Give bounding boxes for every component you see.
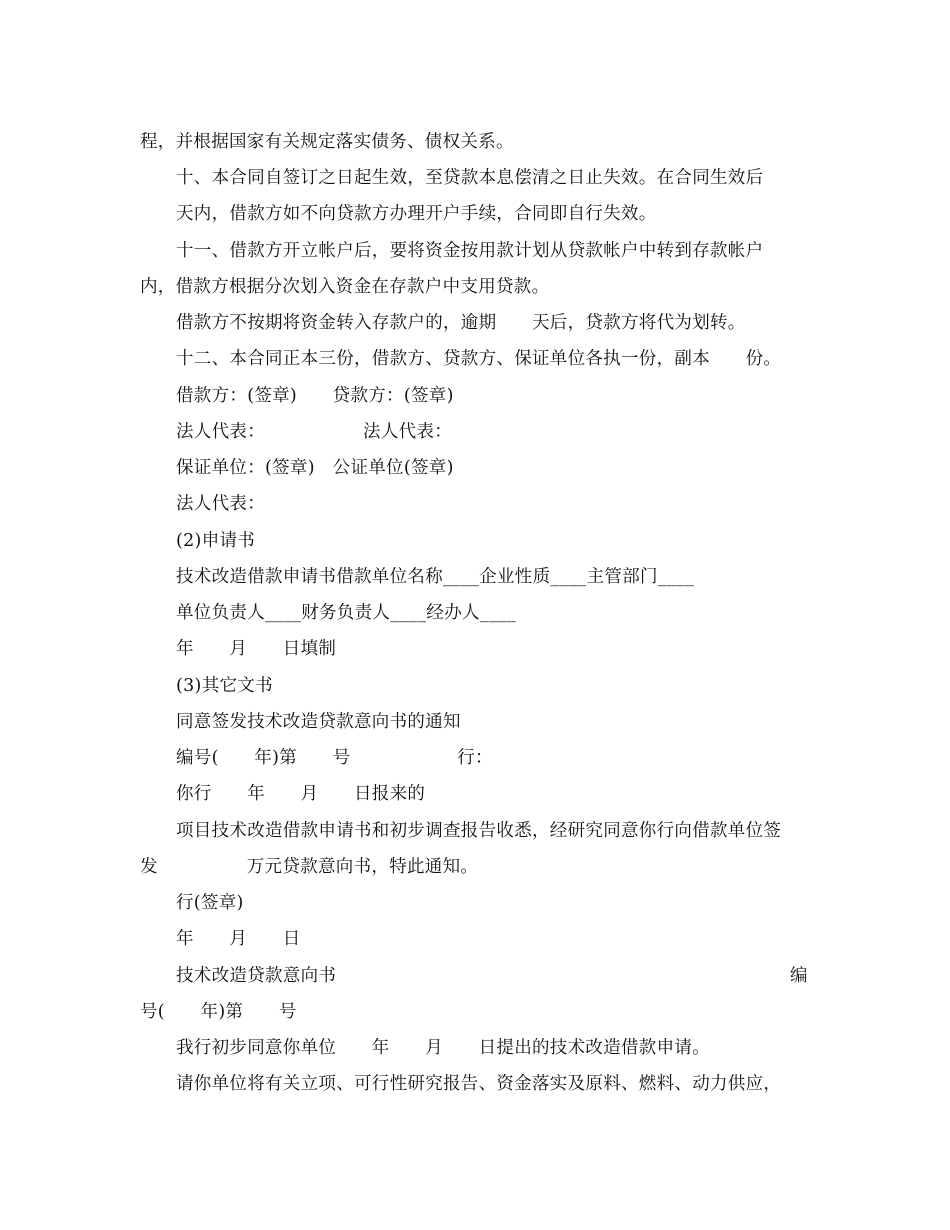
text-line: 编 bbox=[790, 966, 808, 986]
text-line: 行(签章) bbox=[176, 893, 244, 913]
text-line: 我行初步同意你单位 年 月 日提出的技术改造借款申请。 bbox=[176, 1038, 710, 1058]
text-line: 同意签发技术改造贷款意向书的通知 bbox=[176, 712, 461, 732]
text-line: 程，并根据国家有关规定落实债务、债权关系。 bbox=[140, 132, 514, 152]
text-line: 借款方：(签章) 贷款方：(签章) bbox=[176, 386, 454, 406]
text-line: 请你单位将有关立项、可行性研究报告、资金落实及原料、燃料、动力供应， bbox=[176, 1074, 782, 1094]
text-line: 你行 年 月 日报来的 bbox=[176, 784, 426, 804]
text-line: 年 月 日 bbox=[176, 929, 301, 949]
text-line: 编号( 年)第 号 行： bbox=[176, 748, 493, 768]
text-line: 十一、借款方开立帐户后，要将资金按用款计划从贷款帐户中转到存款帐户 bbox=[176, 241, 764, 261]
text-line: 单位负责人____财务负责人____经办人____ bbox=[176, 603, 516, 623]
text-line: 年 月 日填制 bbox=[176, 639, 337, 659]
section-heading: (2)申请书 bbox=[176, 531, 256, 551]
text-line: 发 万元贷款意向书，特此通知。 bbox=[140, 857, 479, 877]
text-line: 号( 年)第 号 bbox=[140, 1002, 297, 1022]
text-line: 十、本合同自签订之日起生效，至贷款本息偿清之日止失效。在合同生效后 bbox=[176, 168, 764, 188]
text-line: 十二、本合同正本三份，借款方、贷款方、保证单位各执一份，副本 份。 bbox=[176, 349, 782, 369]
section-heading: (3)其它文书 bbox=[176, 676, 273, 696]
text-line: 法人代表： 法人代表： bbox=[176, 422, 453, 442]
text-line: 法人代表： bbox=[176, 494, 265, 514]
text-line: 内，借款方根据分次划入资金在存款户中支用贷款。 bbox=[140, 277, 550, 297]
text-line: 技术改造贷款意向书 bbox=[176, 966, 337, 986]
text-line: 项目技术改造借款申请书和初步调查报告收悉，经研究同意你行向借款单位签 bbox=[176, 821, 782, 841]
text-line: 保证单位：(签章) 公证单位(签章) bbox=[176, 458, 454, 478]
text-line: 天内，借款方如不向贷款方办理开户手续，合同即自行失效。 bbox=[176, 204, 657, 224]
text-line: 借款方不按期将资金转入存款户的，逾期 天后，贷款方将代为划转。 bbox=[176, 313, 746, 333]
text-line: 技术改造借款申请书借款单位名称____企业性质____主管部门____ bbox=[176, 567, 694, 587]
